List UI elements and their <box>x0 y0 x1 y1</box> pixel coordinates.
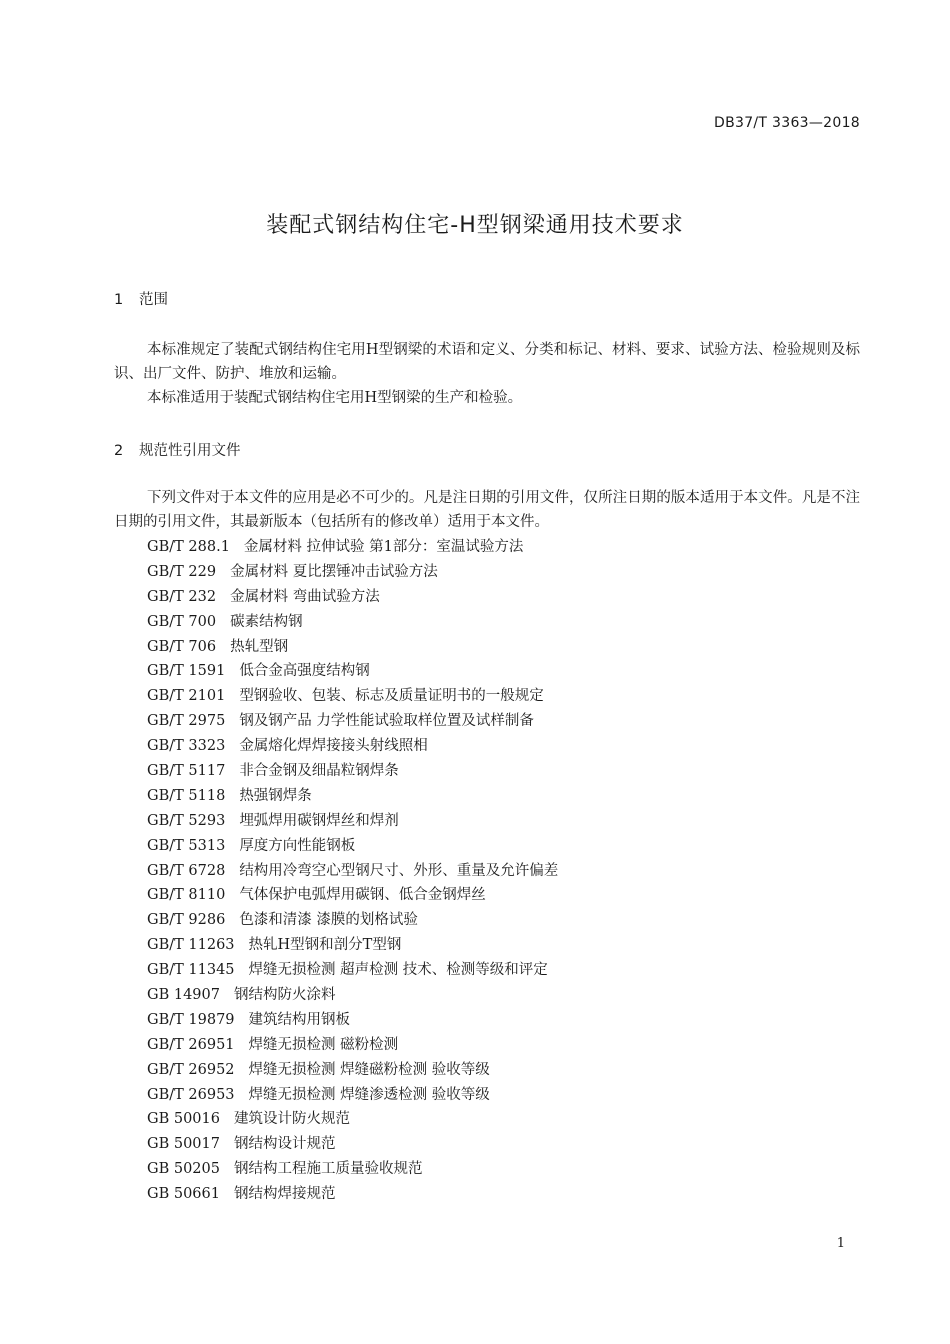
reference-code: GB/T 6728 <box>147 862 226 879</box>
reference-title: 金属熔化焊焊接接头射线照相 <box>239 738 428 755</box>
reference-title: 钢结构焊接规范 <box>233 1186 336 1203</box>
reference-item <box>147 734 558 759</box>
reference-item <box>147 883 558 908</box>
reference-title: 钢结构防火涂料 <box>233 987 336 1004</box>
reference-item <box>147 560 558 585</box>
reference-item <box>147 859 558 884</box>
reference-title: 金属材料 拉伸试验 第1部分：室温试验方法 <box>243 539 524 555</box>
reference-title: 金属材料 夏比摆锤冲击试验方法 <box>230 563 438 580</box>
reference-code: GB/T 5118 <box>147 787 226 804</box>
reference-code: GB/T 288.1 <box>147 539 230 555</box>
reference-code: GB/T 11263 <box>147 937 235 954</box>
reference-item <box>147 908 558 933</box>
section-heading-normative-references <box>114 439 241 460</box>
reference-item <box>147 1008 558 1033</box>
standard-code: DB37/T 3363—2018 <box>714 115 860 131</box>
reference-item <box>147 933 558 958</box>
reference-title: 结构用冷弯空心型钢尺寸、外形、重量及允许偏差 <box>239 862 559 879</box>
reference-title: 钢及钢产品 力学性能试验取样位置及试样制备 <box>239 713 534 730</box>
reference-item <box>147 1107 558 1132</box>
reference-code: GB/T 700 <box>147 613 217 630</box>
reference-item <box>147 784 558 809</box>
reference-title: 碳素结构钢 <box>230 613 303 630</box>
reference-code: GB 50661 <box>147 1186 220 1203</box>
reference-item <box>147 759 558 784</box>
reference-item <box>147 1083 558 1108</box>
reference-code: GB/T 5313 <box>147 837 226 854</box>
reference-item <box>147 709 558 734</box>
reference-title: 建筑结构用钢板 <box>248 1011 351 1028</box>
reference-code: GB/T 26953 <box>147 1086 235 1103</box>
reference-code: GB/T 2101 <box>147 688 226 705</box>
reference-code: GB/T 3323 <box>147 738 226 755</box>
reference-code: GB/T 26952 <box>147 1061 235 1078</box>
reference-item <box>147 1182 558 1207</box>
reference-title: 钢结构设计规范 <box>233 1136 336 1153</box>
reference-code: GB/T 5117 <box>147 763 226 780</box>
reference-item <box>147 958 558 983</box>
reference-code: GB/T 2975 <box>147 713 226 730</box>
reference-code: GB 50017 <box>147 1136 220 1153</box>
reference-item <box>147 1157 558 1182</box>
reference-title: 焊缝无损检测 焊缝磁粉检测 验收等级 <box>248 1061 490 1078</box>
reference-item <box>147 684 558 709</box>
reference-code: GB 14907 <box>147 987 220 1004</box>
reference-code: GB/T 232 <box>147 588 217 605</box>
references-intro-paragraph: 下列文件对于本文件的应用是必不可少的。凡是注日期的引用文件，仅所注日期的版本适用于本文件。凡是不注日期的引用文件，其最新版本（包括所有的修改单）适用于本文件。 <box>114 490 860 530</box>
section-number: 1 <box>114 292 124 308</box>
reference-item <box>147 585 558 610</box>
reference-item <box>147 983 558 1008</box>
reference-title: 埋弧焊用碳钢焊丝和焊剂 <box>239 812 399 829</box>
reference-title: 热强钢焊条 <box>239 787 312 804</box>
reference-title: 非合金钢及细晶粒钢焊条 <box>239 763 399 780</box>
reference-item <box>147 1033 558 1058</box>
reference-code: GB/T 8110 <box>147 887 226 904</box>
reference-code: GB/T 1591 <box>147 663 226 680</box>
reference-item <box>147 610 558 635</box>
reference-title: 钢结构工程施工质量验收规范 <box>233 1161 423 1178</box>
reference-title: 低合金高强度结构钢 <box>239 663 370 680</box>
reference-item <box>147 834 558 859</box>
reference-code: GB/T 19879 <box>147 1011 235 1028</box>
reference-title: 金属材料 弯曲试验方法 <box>230 588 380 605</box>
reference-code: GB/T 706 <box>147 638 217 655</box>
reference-title: 焊缝无损检测 焊缝渗透检测 验收等级 <box>248 1086 490 1103</box>
reference-code: GB 50205 <box>147 1161 220 1178</box>
reference-title: 热轧型钢 <box>230 638 289 655</box>
section-number: 2 <box>114 443 124 459</box>
reference-item <box>147 635 558 660</box>
applicability-paragraph: 本标准适用于装配式钢结构住宅用H型钢梁的生产和检验。 <box>147 390 523 406</box>
reference-item <box>147 659 558 684</box>
reference-code: GB 50016 <box>147 1111 220 1128</box>
reference-code: GB/T 26951 <box>147 1036 235 1053</box>
reference-item <box>147 1058 558 1083</box>
reference-item <box>147 1132 558 1157</box>
section-heading-scope <box>114 288 168 309</box>
scope-paragraph: 本标准规定了装配式钢结构住宅用H型钢梁的术语和定义、分类和标记、材料、要求、试验方法、检验规则及标识、出厂文件、防护、堆放和运输。 <box>114 342 860 382</box>
reference-title: 色漆和清漆 漆膜的划格试验 <box>239 912 418 929</box>
reference-list <box>147 535 558 1207</box>
reference-code: GB/T 11345 <box>147 962 235 979</box>
reference-title: 气体保护电弧焊用碳钢、低合金钢焊丝 <box>239 887 486 904</box>
reference-item <box>147 809 558 834</box>
document-title: 装配式钢结构住宅-H型钢梁通用技术要求 <box>266 213 684 238</box>
reference-code: GB/T 9286 <box>147 912 226 929</box>
reference-code: GB/T 229 <box>147 563 217 580</box>
reference-title: 建筑设计防火规范 <box>233 1111 350 1128</box>
section-title: 规范性引用文件 <box>139 443 241 459</box>
reference-title: 焊缝无损检测 磁粉检测 <box>248 1036 399 1053</box>
reference-code: GB/T 5293 <box>147 812 226 829</box>
reference-title: 厚度方向性能钢板 <box>239 837 356 854</box>
reference-title: 焊缝无损检测 超声检测 技术、检测等级和评定 <box>248 962 548 979</box>
section-title: 范围 <box>139 292 168 308</box>
reference-title: 热轧H型钢和剖分T型钢 <box>248 937 402 954</box>
reference-title: 型钢验收、包装、标志及质量证明书的一般规定 <box>239 688 544 705</box>
reference-item <box>147 535 558 560</box>
page-number: 1 <box>836 1236 845 1251</box>
